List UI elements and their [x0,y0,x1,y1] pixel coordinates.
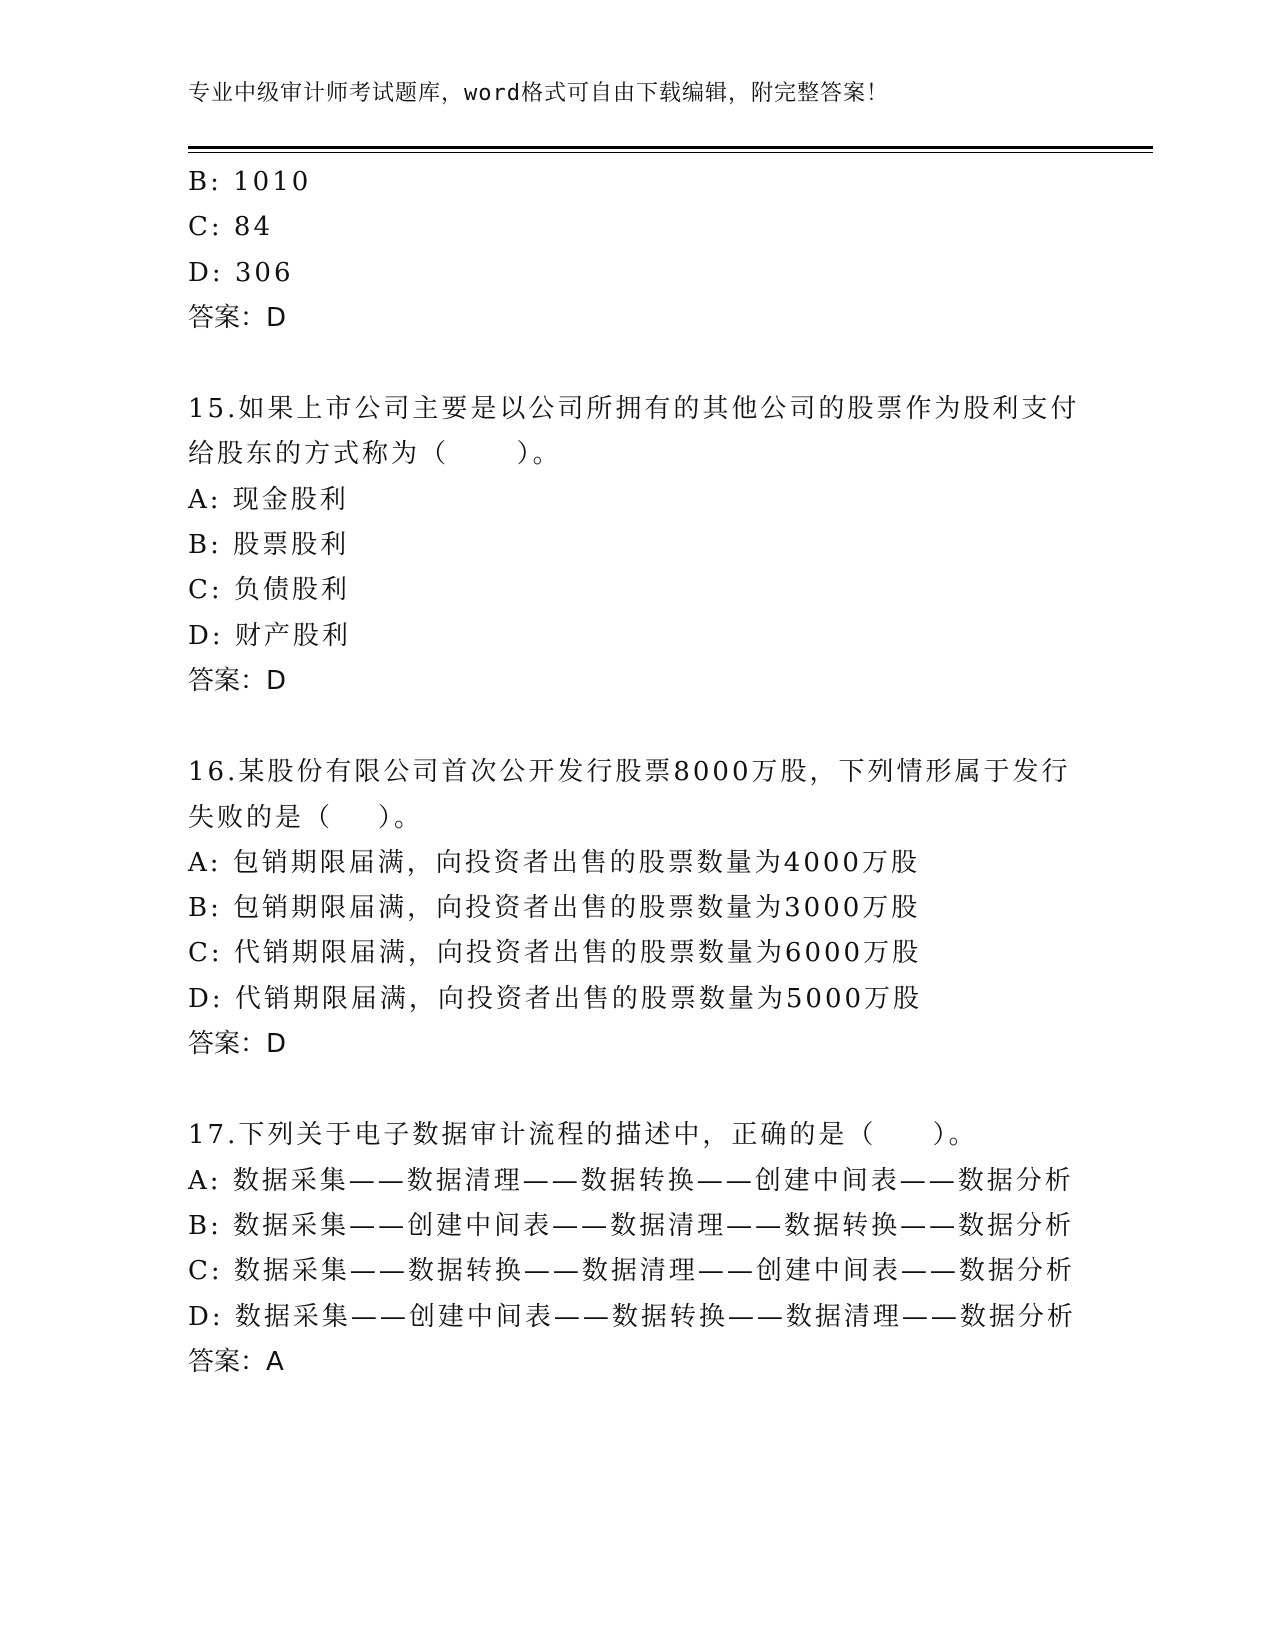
question-text: 17.下列关于电子数据审计流程的描述中，正确的是（ ）。 [188,1120,978,1151]
option-b: B: 股票股利 [188,530,350,561]
option-c: C: 负债股利 [188,575,350,606]
option-d: D: 306 [188,257,294,288]
spacer [188,704,1118,750]
question-list [188,160,1118,1385]
question-15 [188,387,1118,704]
question-text: 失败的是（ ）。 [188,802,424,833]
answer: 答案：D [188,302,287,333]
question-14-tail [188,160,1118,341]
answer: 答案：A [188,1346,284,1377]
option-a: A: 现金股利 [188,484,349,515]
option-b: B: 1010 [188,167,312,197]
question-16 [188,750,1118,1067]
option-b: B: 包销期限届满，向投资者出售的股票数量为3000万股 [188,893,921,924]
option-b: B: 数据采集——创建中间表——数据清理——数据转换——数据分析 [188,1210,1075,1241]
question-text: 给股东的方式称为（ ）。 [188,439,562,470]
question-17 [188,1113,1118,1385]
option-d: D: 财产股利 [188,620,351,651]
question-text: 16.某股份有限公司首次公开发行股票8000万股，下列情形属于发行 [188,757,1071,788]
spacer [188,1067,1118,1113]
option-d: D: 代销期限届满，向投资者出售的股票数量为5000万股 [188,983,923,1014]
header-rule-thick [188,146,1153,149]
option-c: C: 代销期限届满，向投资者出售的股票数量为6000万股 [188,938,922,969]
answer: 答案：D [188,1029,287,1060]
page-header: 专业中级审计师考试题库，word格式可自由下载编辑，附完整答案！ [188,81,889,106]
spacer [188,341,1118,387]
option-c: C: 84 [188,212,274,243]
option-d: D: 数据采集——创建中间表——数据转换——数据清理——数据分析 [188,1301,1076,1332]
answer: 答案：D [188,665,287,696]
header-rule-thin [188,152,1153,153]
question-text: 15.如果上市公司主要是以公司所拥有的其他公司的股票作为股利支付 [188,394,1080,425]
option-c: C: 数据采集——数据转换——数据清理——创建中间表——数据分析 [188,1256,1075,1287]
option-a: A: 数据采集——数据清理——数据转换——创建中间表——数据分析 [188,1165,1074,1196]
option-a: A: 包销期限届满，向投资者出售的股票数量为4000万股 [188,847,920,878]
